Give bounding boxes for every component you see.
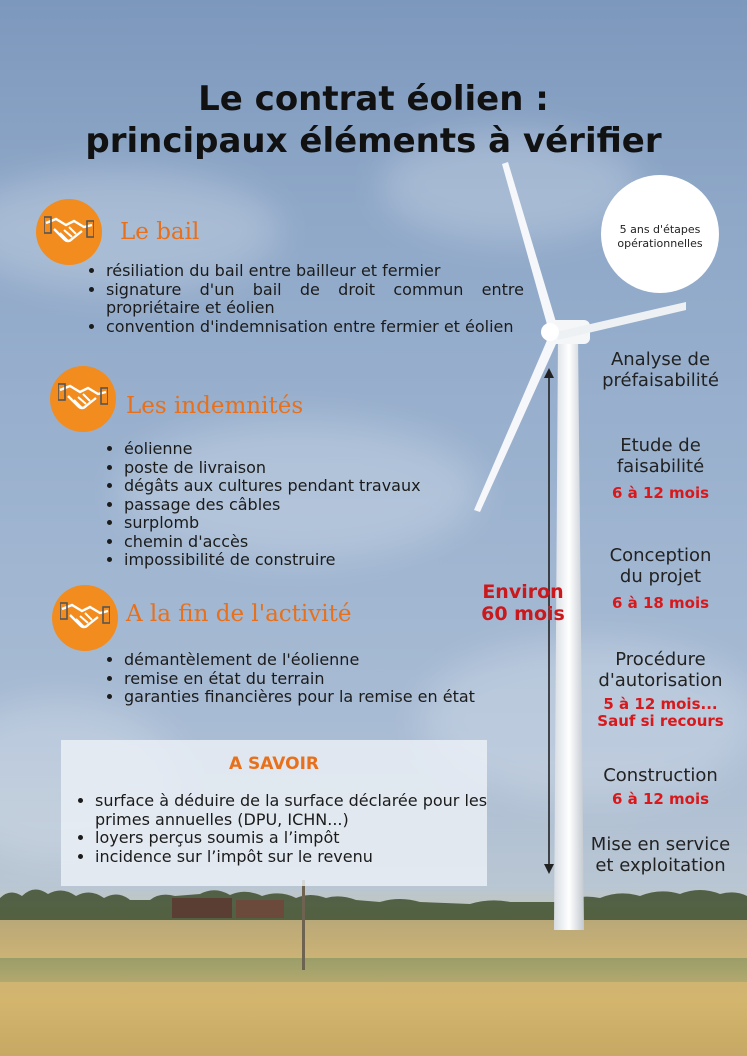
step-line-2: du projet bbox=[619, 566, 702, 587]
list-item: • passage des câbles bbox=[124, 496, 504, 515]
list-item: • poste de livraison bbox=[124, 459, 504, 478]
step-duration: 6 à 12 mois bbox=[611, 790, 710, 808]
total-duration-line-2: 60 mois bbox=[481, 603, 565, 625]
operational-steps-bubble bbox=[601, 175, 719, 293]
list-item: • signature d'un bail de droit commun entre propriétaire et éolien bbox=[106, 281, 524, 318]
a-savoir-heading: A SAVOIR bbox=[228, 754, 320, 774]
step-conception bbox=[578, 545, 743, 587]
list-item: • surplomb bbox=[124, 514, 504, 533]
step-mise-en-service bbox=[578, 834, 743, 876]
indemnites-list bbox=[100, 440, 504, 570]
section-heading-bail: Le bail bbox=[120, 219, 200, 245]
a-savoir-list bbox=[71, 792, 493, 866]
list-item: • convention d'indemnisation entre fermier et éolien bbox=[106, 318, 524, 337]
title-line-1: Le contrat éolien : bbox=[198, 79, 549, 119]
step-line-2: d'autorisation bbox=[598, 670, 723, 691]
list-item: • incidence sur l’impôt sur le revenu bbox=[95, 848, 493, 867]
step-duration: 6 à 18 mois bbox=[611, 594, 710, 612]
step-procedure bbox=[578, 649, 743, 691]
wheat-field bbox=[0, 920, 747, 1056]
list-item: • chemin d'accès bbox=[124, 533, 504, 552]
grass-band bbox=[0, 958, 747, 982]
fin-list bbox=[100, 651, 490, 707]
total-duration-line-1: Environ bbox=[482, 581, 564, 603]
list-item: • éolienne bbox=[124, 440, 504, 459]
a-savoir-box bbox=[61, 740, 487, 886]
step-duration: 6 à 12 mois bbox=[611, 484, 710, 502]
total-duration-label bbox=[480, 581, 566, 625]
step-line-1: Conception bbox=[609, 545, 712, 566]
step-duration: 5 à 12 mois... bbox=[603, 695, 718, 713]
utility-pole bbox=[302, 880, 305, 970]
bubble-line-1: 5 ans d'étapes bbox=[619, 223, 701, 236]
list-item: • loyers perçus soumis a l’impôt bbox=[95, 829, 493, 848]
step-line-1: Etude de bbox=[620, 435, 701, 456]
step-line-1: Mise en service bbox=[590, 834, 731, 855]
list-item: • surface à déduire de la surface déclarée pour les primes annuelles (DPU, ICHN...) bbox=[95, 792, 493, 829]
handshake-icon bbox=[50, 366, 116, 432]
title-line-2: principaux éléments à vérifier bbox=[85, 121, 662, 161]
section-heading-indemnites: Les indemnités bbox=[126, 393, 304, 419]
list-item: • résiliation du bail entre bailleur et fermier bbox=[106, 262, 524, 281]
bail-list bbox=[82, 262, 524, 336]
step-construction bbox=[578, 765, 743, 786]
list-item: • garanties financières pour la remise en état bbox=[124, 688, 490, 707]
bubble-line-2: opérationnelles bbox=[617, 237, 703, 250]
step-line-1: Procédure bbox=[615, 649, 706, 670]
list-item: • impossibilité de construire bbox=[124, 551, 504, 570]
step-analyse bbox=[578, 349, 743, 391]
step-line-2: préfaisabilité bbox=[602, 370, 719, 391]
section-heading-fin: A la fin de l'activité bbox=[126, 601, 352, 627]
list-item: • remise en état du terrain bbox=[124, 670, 490, 689]
step-line-2: et exploitation bbox=[595, 855, 726, 876]
handshake-icon bbox=[52, 585, 118, 651]
step-line-2: faisabilité bbox=[616, 456, 705, 477]
step-etude bbox=[578, 435, 743, 477]
handshake-icon bbox=[36, 199, 102, 265]
list-item: • dégâts aux cultures pendant travaux bbox=[124, 477, 504, 496]
list-item: • démantèlement de l'éolienne bbox=[124, 651, 490, 670]
step-duration-note: Sauf si recours bbox=[597, 712, 724, 730]
step-line-1: Analyse de bbox=[610, 349, 711, 370]
step-line-1: Construction bbox=[603, 765, 718, 786]
